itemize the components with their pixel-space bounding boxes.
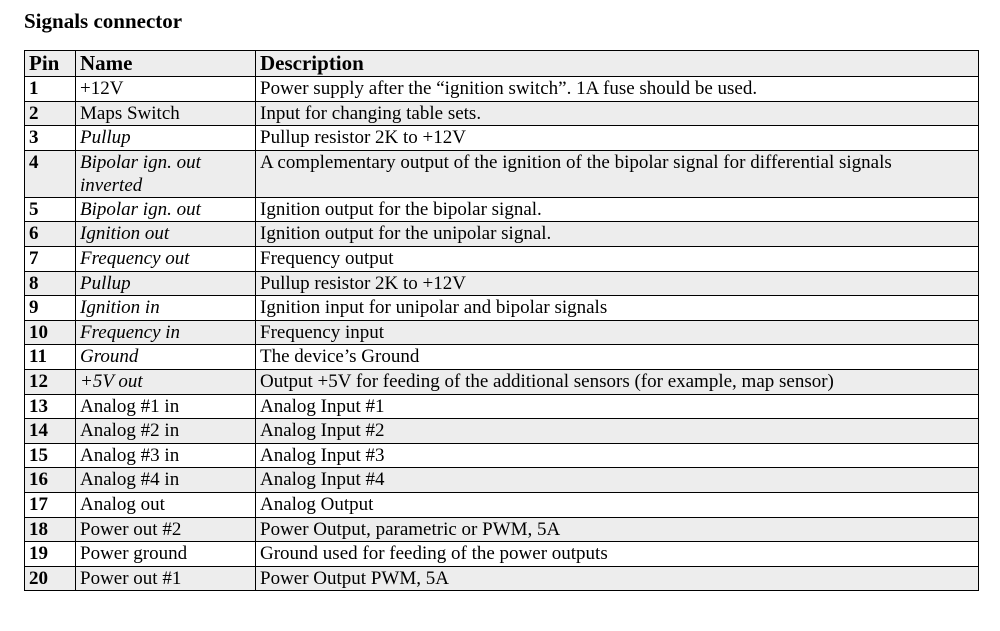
header-pin: Pin <box>25 51 76 77</box>
signal-name: Ground <box>76 345 256 370</box>
signal-name: Frequency out <box>76 246 256 271</box>
signal-name: Pullup <box>76 126 256 151</box>
header-name: Name <box>76 51 256 77</box>
pin-number: 14 <box>25 419 76 444</box>
signal-description: Frequency output <box>256 246 979 271</box>
signal-description: Output +5V for feeding of the additional sensors (for example, map sensor) <box>256 369 979 394</box>
table-row <box>25 468 979 493</box>
signal-name: Analog #3 in <box>76 443 256 468</box>
table-row <box>25 126 979 151</box>
signal-description: Ignition output for the bipolar signal. <box>256 197 979 222</box>
table-row <box>25 271 979 296</box>
section-heading: Signals connector <box>24 9 183 33</box>
signal-name: Analog #1 in <box>76 394 256 419</box>
signal-description: Power Output, parametric or PWM, 5A <box>256 517 979 542</box>
signal-description: Frequency input <box>256 320 979 345</box>
pin-number: 18 <box>25 517 76 542</box>
pin-number: 2 <box>25 101 76 126</box>
signal-description: Input for changing table sets. <box>256 101 979 126</box>
signal-description: Analog Input #4 <box>256 468 979 493</box>
pin-number: 4 <box>25 150 76 197</box>
table-row <box>25 443 979 468</box>
table-row <box>25 394 979 419</box>
table-row <box>25 77 979 102</box>
signal-name: Maps Switch <box>76 101 256 126</box>
pin-number: 6 <box>25 222 76 247</box>
pin-number: 8 <box>25 271 76 296</box>
table-row <box>25 369 979 394</box>
signal-description: Analog Input #1 <box>256 394 979 419</box>
table-row <box>25 517 979 542</box>
pin-number: 3 <box>25 126 76 151</box>
table-row <box>25 492 979 517</box>
pin-number: 20 <box>25 566 76 591</box>
pin-number: 1 <box>25 77 76 102</box>
table-row <box>25 222 979 247</box>
table-row <box>25 197 979 222</box>
pin-number: 7 <box>25 246 76 271</box>
pin-number: 10 <box>25 320 76 345</box>
signal-name: +12V <box>76 77 256 102</box>
signal-name: Ignition out <box>76 222 256 247</box>
signal-description: A complementary output of the ignition of the bipolar signal for differential signals <box>256 150 979 197</box>
table-row <box>25 419 979 444</box>
signal-name: Ignition in <box>76 296 256 321</box>
table-body <box>25 77 979 591</box>
table-row <box>25 101 979 126</box>
signal-name: Analog #4 in <box>76 468 256 493</box>
table-row <box>25 320 979 345</box>
header-description: Description <box>256 51 979 77</box>
signal-name: Analog out <box>76 492 256 517</box>
table-row <box>25 542 979 567</box>
signal-description: Analog Input #2 <box>256 419 979 444</box>
pin-number: 19 <box>25 542 76 567</box>
signal-description: Power supply after the “ignition switch”. 1A fuse should be used. <box>256 77 979 102</box>
signal-description: Pullup resistor 2K to +12V <box>256 271 979 296</box>
signal-description: Analog Output <box>256 492 979 517</box>
pin-number: 15 <box>25 443 76 468</box>
pin-number: 17 <box>25 492 76 517</box>
signal-name: Power out #1 <box>76 566 256 591</box>
table-row <box>25 296 979 321</box>
table-row <box>25 345 979 370</box>
signal-description: Ignition output for the unipolar signal. <box>256 222 979 247</box>
pin-number: 12 <box>25 369 76 394</box>
table-row <box>25 150 979 197</box>
signal-description: Pullup resistor 2K to +12V <box>256 126 979 151</box>
signals-connector-table <box>24 50 979 591</box>
signal-name: Bipolar ign. out <box>76 197 256 222</box>
table-row <box>25 566 979 591</box>
signal-description: Analog Input #3 <box>256 443 979 468</box>
pin-number: 16 <box>25 468 76 493</box>
signal-description: The device’s Ground <box>256 345 979 370</box>
signal-name: Power ground <box>76 542 256 567</box>
table-header-row <box>25 51 979 77</box>
signal-description: Ignition input for unipolar and bipolar signals <box>256 296 979 321</box>
signal-name: Analog #2 in <box>76 419 256 444</box>
signal-name: Bipolar ign. out inverted <box>76 150 256 197</box>
signal-name: +5V out <box>76 369 256 394</box>
table-row <box>25 246 979 271</box>
pin-number: 11 <box>25 345 76 370</box>
signal-description: Power Output PWM, 5A <box>256 566 979 591</box>
signal-description: Ground used for feeding of the power outputs <box>256 542 979 567</box>
signal-name: Power out #2 <box>76 517 256 542</box>
pin-number: 5 <box>25 197 76 222</box>
pin-number: 9 <box>25 296 76 321</box>
pin-number: 13 <box>25 394 76 419</box>
signal-name: Frequency in <box>76 320 256 345</box>
signal-name: Pullup <box>76 271 256 296</box>
